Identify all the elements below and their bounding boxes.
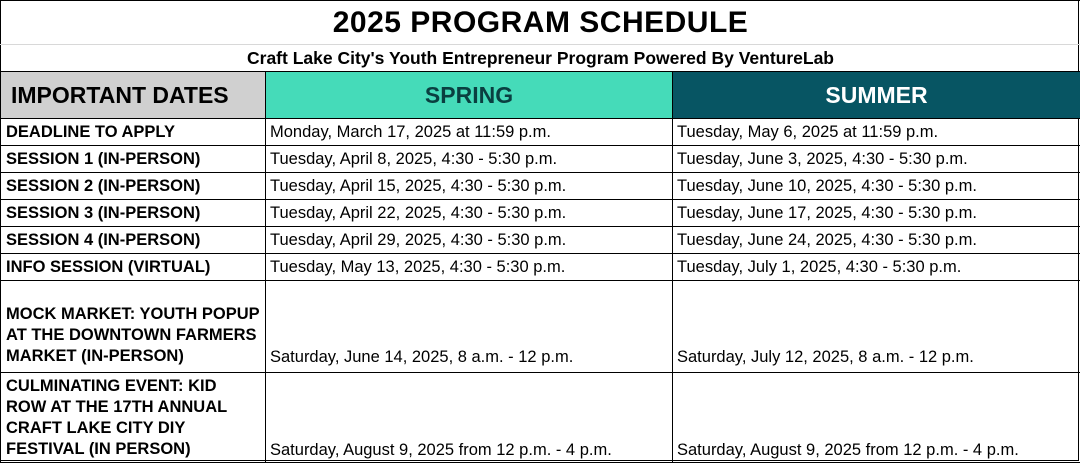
spring-date: Saturday, June 14, 2025, 8 a.m. - 12 p.m. [266,281,673,373]
table-row [1,281,1080,373]
header-row [1,72,1080,119]
spring-date: Saturday, August 9, 2025 from 12 p.m. - 4 p.m. [266,373,673,463]
row-label: SESSION 3 (IN-PERSON) [1,200,266,227]
row-label: INFO SESSION (VIRTUAL) [1,254,266,281]
spring-date: Tuesday, April 22, 2025, 4:30 - 5:30 p.m. [266,200,673,227]
summer-date: Tuesday, July 1, 2025, 4:30 - 5:30 p.m. [673,254,1080,281]
spring-date: Tuesday, April 29, 2025, 4:30 - 5:30 p.m. [266,227,673,254]
page-subtitle: Craft Lake City's Youth Entrepreneur Program Powered By VentureLab [1,45,1080,72]
table-row [1,200,1080,227]
table-row [1,254,1080,281]
summer-date: Tuesday, June 3, 2025, 4:30 - 5:30 p.m. [673,146,1080,173]
row-label: DEADLINE TO APPLY [1,119,266,146]
summer-date: Tuesday, June 10, 2025, 4:30 - 5:30 p.m. [673,173,1080,200]
table-row [1,146,1080,173]
summer-date: Saturday, August 9, 2025 from 12 p.m. - 4 p.m. [673,373,1080,463]
summer-date: Saturday, July 12, 2025, 8 a.m. - 12 p.m. [673,281,1080,373]
row-label: CULMINATING EVENT: KID ROW AT THE 17TH ANNUAL CRAFT LAKE CITY DIY FESTIVAL (IN PERSON) [1,373,266,463]
header-summer: SUMMER [673,72,1080,119]
summer-date: Tuesday, June 24, 2025, 4:30 - 5:30 p.m. [673,227,1080,254]
subtitle-row [1,45,1080,72]
row-label: SESSION 4 (IN-PERSON) [1,227,266,254]
row-label: SESSION 2 (IN-PERSON) [1,173,266,200]
spring-date: Tuesday, April 8, 2025, 4:30 - 5:30 p.m. [266,146,673,173]
title-row [1,1,1080,45]
spring-date: Tuesday, May 13, 2025, 4:30 - 5:30 p.m. [266,254,673,281]
table-row [1,227,1080,254]
summer-date: Tuesday, June 17, 2025, 4:30 - 5:30 p.m. [673,200,1080,227]
table-row [1,119,1080,146]
header-spring: SPRING [266,72,673,119]
summer-date: Tuesday, May 6, 2025 at 11:59 p.m. [673,119,1080,146]
table-row [1,173,1080,200]
table-row [1,373,1080,463]
spring-date: Tuesday, April 15, 2025, 4:30 - 5:30 p.m. [266,173,673,200]
spring-date: Monday, March 17, 2025 at 11:59 p.m. [266,119,673,146]
page-title: 2025 PROGRAM SCHEDULE [1,1,1080,45]
header-important-dates: IMPORTANT DATES [1,72,266,119]
row-label: SESSION 1 (IN-PERSON) [1,146,266,173]
row-label: MOCK MARKET: YOUTH POPUP AT THE DOWNTOWN FARMERS MARKET (IN-PERSON) [1,281,266,373]
